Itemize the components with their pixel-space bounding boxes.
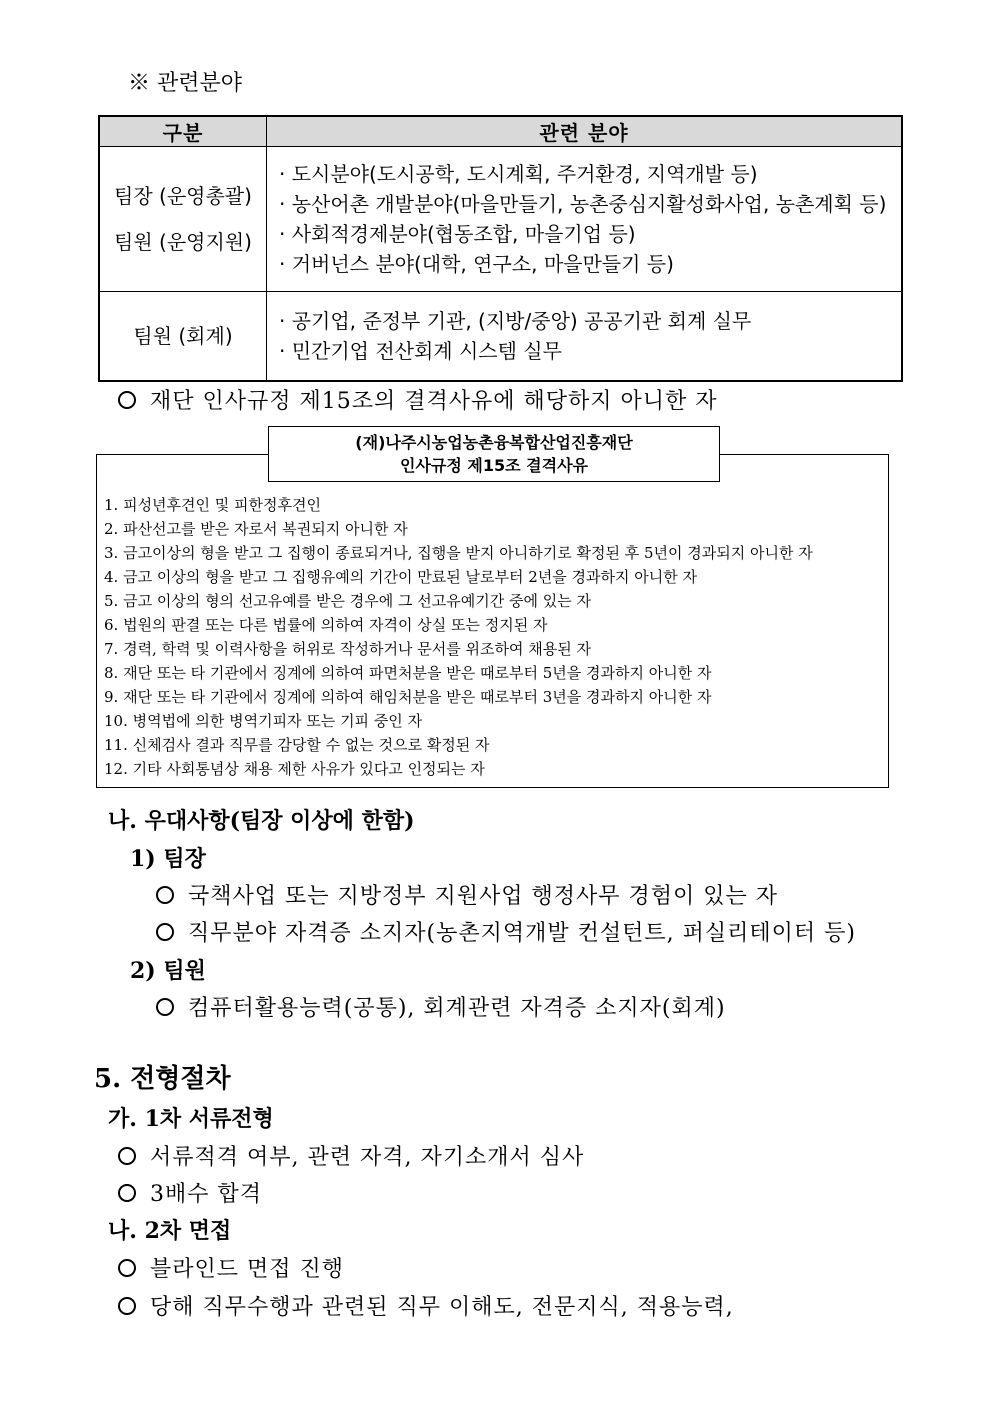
list-item [156,879,778,910]
detail-item: · 민간기업 전산회계 시스템 실무 [279,339,562,363]
list-item: 3. 금고이상의 형을 받고 그 집행이 종료되거나, 집행을 받지 아니하기로 확정된 후 5년이 경과되지 아니한 자 [104,544,813,562]
related-fields-title: ※ 관련분야 [128,71,243,96]
circle-bullet-icon [156,998,174,1016]
list-item: 1. 피성년후견인 및 피한정후견인 [104,496,321,514]
list-item-text: 국책사업 또는 지방정부 지원사업 행정사무 경험이 있는 자 [188,884,779,909]
preferences-heading: 나. 우대사항(팀장 이상에 한함) [108,808,415,834]
list-item [118,1140,584,1171]
category-cell [99,292,267,382]
list-item: 10. 병역법에 의한 병역기피자 또는 기피 중인 자 [104,712,423,730]
circle-bullet-icon [118,1297,136,1315]
list-item-text: 블라인드 면접 진행 [150,1257,345,1282]
detail-cell [267,147,903,292]
list-item [118,1252,344,1283]
list-item-text: 서류적격 여부, 관련 자격, 자기소개서 심사 [150,1145,585,1170]
stage1-heading: 가. 1차 서류전형 [108,1106,274,1132]
list-item: 5. 금고 이상의 형의 선고유예를 받은 경우에 그 선고유예기간 중에 있는 자 [104,592,591,610]
regulation-title-line1: (재)나주시농업농촌융복합산업진흥재단 [355,433,633,452]
circle-bullet-icon [156,886,174,904]
category-label: 팀장 (운영총괄) [114,184,252,208]
detail-item: · 도시분야(도시공학, 도시계획, 주거환경, 지역개발 등) [279,162,758,186]
list-item: 4. 금고 이상의 형을 받고 그 집행유예의 기간이 만료된 날로부터 2년을 경과하지 아니한 자 [104,568,697,586]
category-label: 팀원 (회계) [133,324,233,348]
list-item: 12. 기타 사회통념상 채용 제한 사유가 있다고 인정되는 자 [104,760,485,778]
table-row [99,292,902,382]
detail-item: · 농산어촌 개발분야(마을만들기, 농촌중심지활성화사업, 농촌계획 등) [279,192,887,216]
related-fields-table [98,115,903,382]
list-item: 6. 법원의 판결 또는 다른 법률에 의하여 자격이 상실 또는 정지된 자 [104,616,548,634]
category-label: 팀원 (운영지원) [114,230,252,254]
list-item: 2. 파산선고를 받은 자로서 복권되지 아니한 자 [104,520,408,538]
list-item: 9. 재단 또는 타 기관에서 징계에 의하여 해임처분을 받은 때로부터 3년을 경과하지 아니한 자 [104,688,712,706]
circle-bullet-icon [118,1259,136,1277]
list-item [156,916,856,947]
leader-heading: 1) 팀장 [130,846,206,872]
list-item [118,1290,734,1321]
list-item-text: 컴퓨터활용능력(공통), 회계관련 자격증 소지자(회계) [188,996,726,1021]
list-item [156,991,726,1022]
list-item-text: 직무분야 자격증 소지자(농촌지역개발 컨설턴트, 퍼실리테이터 등) [188,921,856,946]
disqualification-list [104,493,813,781]
detail-cell [267,292,903,382]
table-header-category: 구분 [99,116,267,147]
list-item [118,1177,262,1208]
circle-bullet-icon [156,923,174,941]
circle-bullet-icon [118,1147,136,1165]
detail-item: · 거버넌스 분야(대학, 연구소, 마을만들기 등) [279,252,674,276]
procedure-heading: 5. 전형절차 [94,1064,231,1094]
eligibility-item [118,384,718,415]
category-cell [99,147,267,292]
eligibility-text: 재단 인사규정 제15조의 결격사유에 해당하지 아니한 자 [150,389,718,414]
stage2-heading: 나. 2차 면접 [108,1218,232,1244]
table-header-fields: 관련 분야 [267,116,903,147]
detail-item: · 사회적경제분야(협동조합, 마을기업 등) [279,222,636,246]
detail-item: · 공기업, 준정부 기관, (지방/중앙) 공공기관 회계 실무 [279,309,752,333]
regulation-title-line2: 인사규정 제15조 결격사유 [400,456,588,475]
member-heading: 2) 팀원 [130,958,206,984]
list-item: 8. 재단 또는 타 기관에서 징계에 의하여 파면처분을 받은 때로부터 5년을 경과하지 아니한 자 [104,664,712,682]
list-item: 11. 신체검사 결과 직무를 감당할 수 없는 것으로 확정된 자 [104,736,490,754]
circle-bullet-icon [118,391,136,409]
list-item-text: 3배수 합격 [150,1182,262,1207]
regulation-title [268,426,720,482]
table-row [99,147,902,292]
circle-bullet-icon [118,1184,136,1202]
list-item-text: 당해 직무수행과 관련된 직무 이해도, 전문지식, 적용능력, [150,1295,734,1320]
list-item: 7. 경력, 학력 및 이력사항을 허위로 작성하거나 문서를 위조하여 채용된 자 [104,640,591,658]
